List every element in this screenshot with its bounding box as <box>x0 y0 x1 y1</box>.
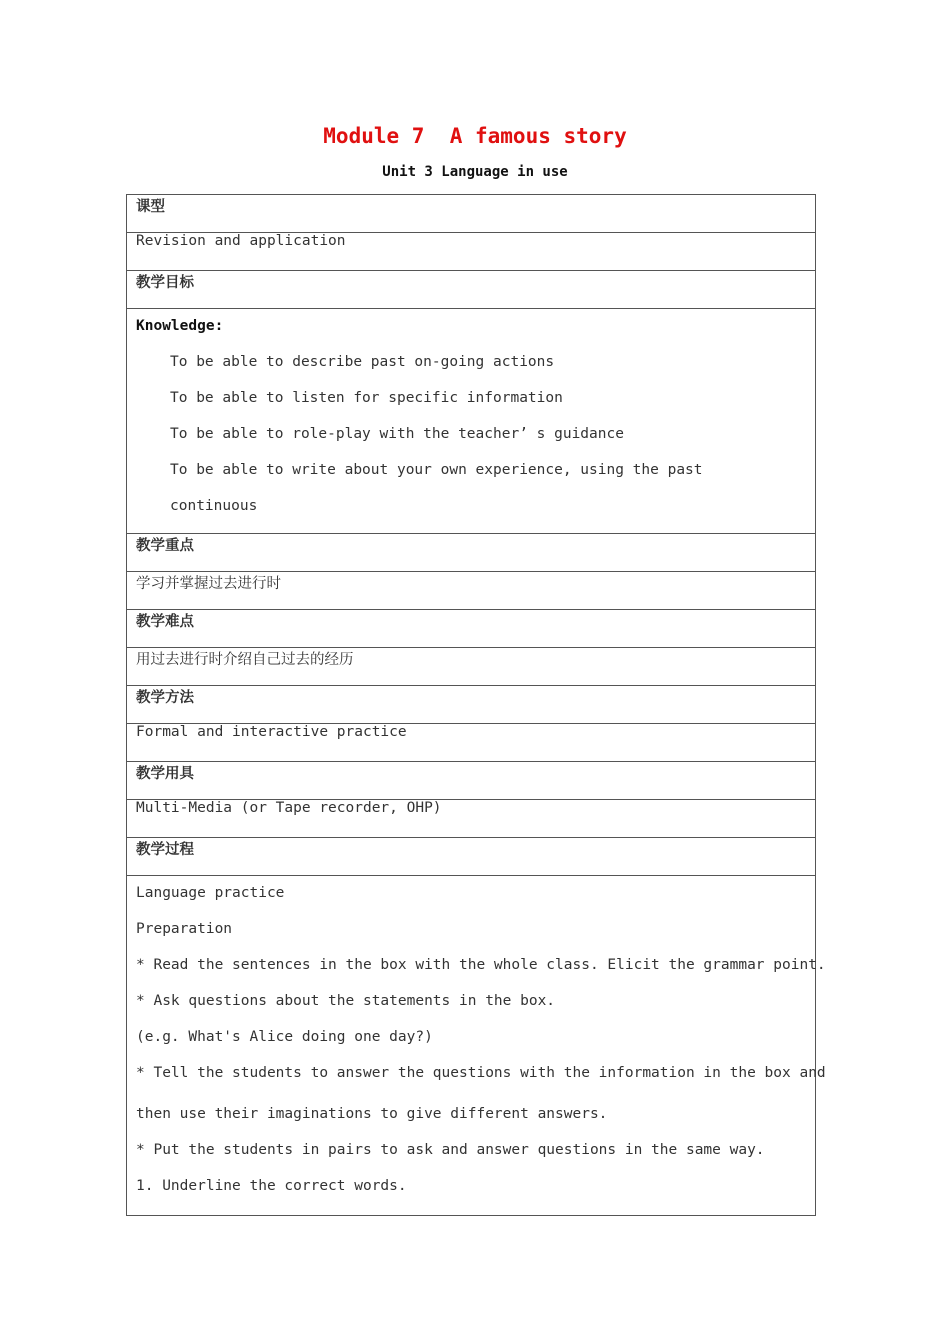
aids-label: 教学用具 <box>127 762 816 800</box>
table-row <box>127 648 816 686</box>
process-line: then use their imaginations to give different answers. <box>136 1106 608 1122</box>
table-row <box>127 876 816 1216</box>
aids-value: Multi-Media (or Tape recorder, OHP) <box>127 800 816 838</box>
process-cell <box>127 876 826 1216</box>
table-row <box>127 610 816 648</box>
page-title: Module 7 A famous story <box>323 124 627 148</box>
lesson-plan-table <box>126 194 826 1216</box>
methods-label: 教学方法 <box>127 686 816 724</box>
process-line: * Ask questions about the statements in the box. <box>136 993 556 1009</box>
table-row <box>127 800 816 838</box>
objective-item: To be able to listen for specific information <box>170 390 563 406</box>
table-row <box>127 309 816 534</box>
process-line: * Tell the students to answer the questions with the information in the box and <box>136 1065 826 1081</box>
process-label: 教学过程 <box>127 838 816 876</box>
lesson-type-value: Revision and application <box>127 233 816 271</box>
process-line: * Read the sentences in the box with the whole class. Elicit the grammar point. <box>136 957 826 973</box>
process-line: Language practice <box>136 885 285 901</box>
objectives-cell <box>127 309 816 534</box>
table-row <box>127 686 816 724</box>
table-row <box>127 534 816 572</box>
table-row <box>127 838 816 876</box>
knowledge-label: Knowledge: <box>136 318 224 334</box>
objective-item: To be able to describe past on-going actions <box>170 354 555 370</box>
page-subtitle: Unit 3 Language in use <box>382 164 568 180</box>
objectives-label: 教学目标 <box>127 271 816 309</box>
table-row <box>127 762 816 800</box>
lesson-type-label: 课型 <box>127 195 816 233</box>
difficulties-value: 用过去进行时介绍自己过去的经历 <box>127 648 816 686</box>
objective-item: To be able to write about your own experience, using the past <box>170 462 703 478</box>
key-points-label: 教学重点 <box>127 534 816 572</box>
objective-item: continuous <box>170 498 258 514</box>
key-points-value: 学习并掌握过去进行时 <box>127 572 816 610</box>
methods-value: Formal and interactive practice <box>127 724 816 762</box>
process-line: 1. Underline the correct words. <box>136 1178 407 1194</box>
difficulties-label: 教学难点 <box>127 610 816 648</box>
table-row <box>127 572 816 610</box>
process-line: * Put the students in pairs to ask and answer questions in the same way. <box>136 1142 765 1158</box>
table-row <box>127 195 816 233</box>
process-line: Preparation <box>136 921 233 937</box>
process-line: (e.g. What's Alice doing one day?) <box>136 1029 433 1045</box>
table-row <box>127 233 816 271</box>
table-row <box>127 724 816 762</box>
objective-item: To be able to role-play with the teacher’ s guidance <box>170 426 624 442</box>
table-row <box>127 271 816 309</box>
